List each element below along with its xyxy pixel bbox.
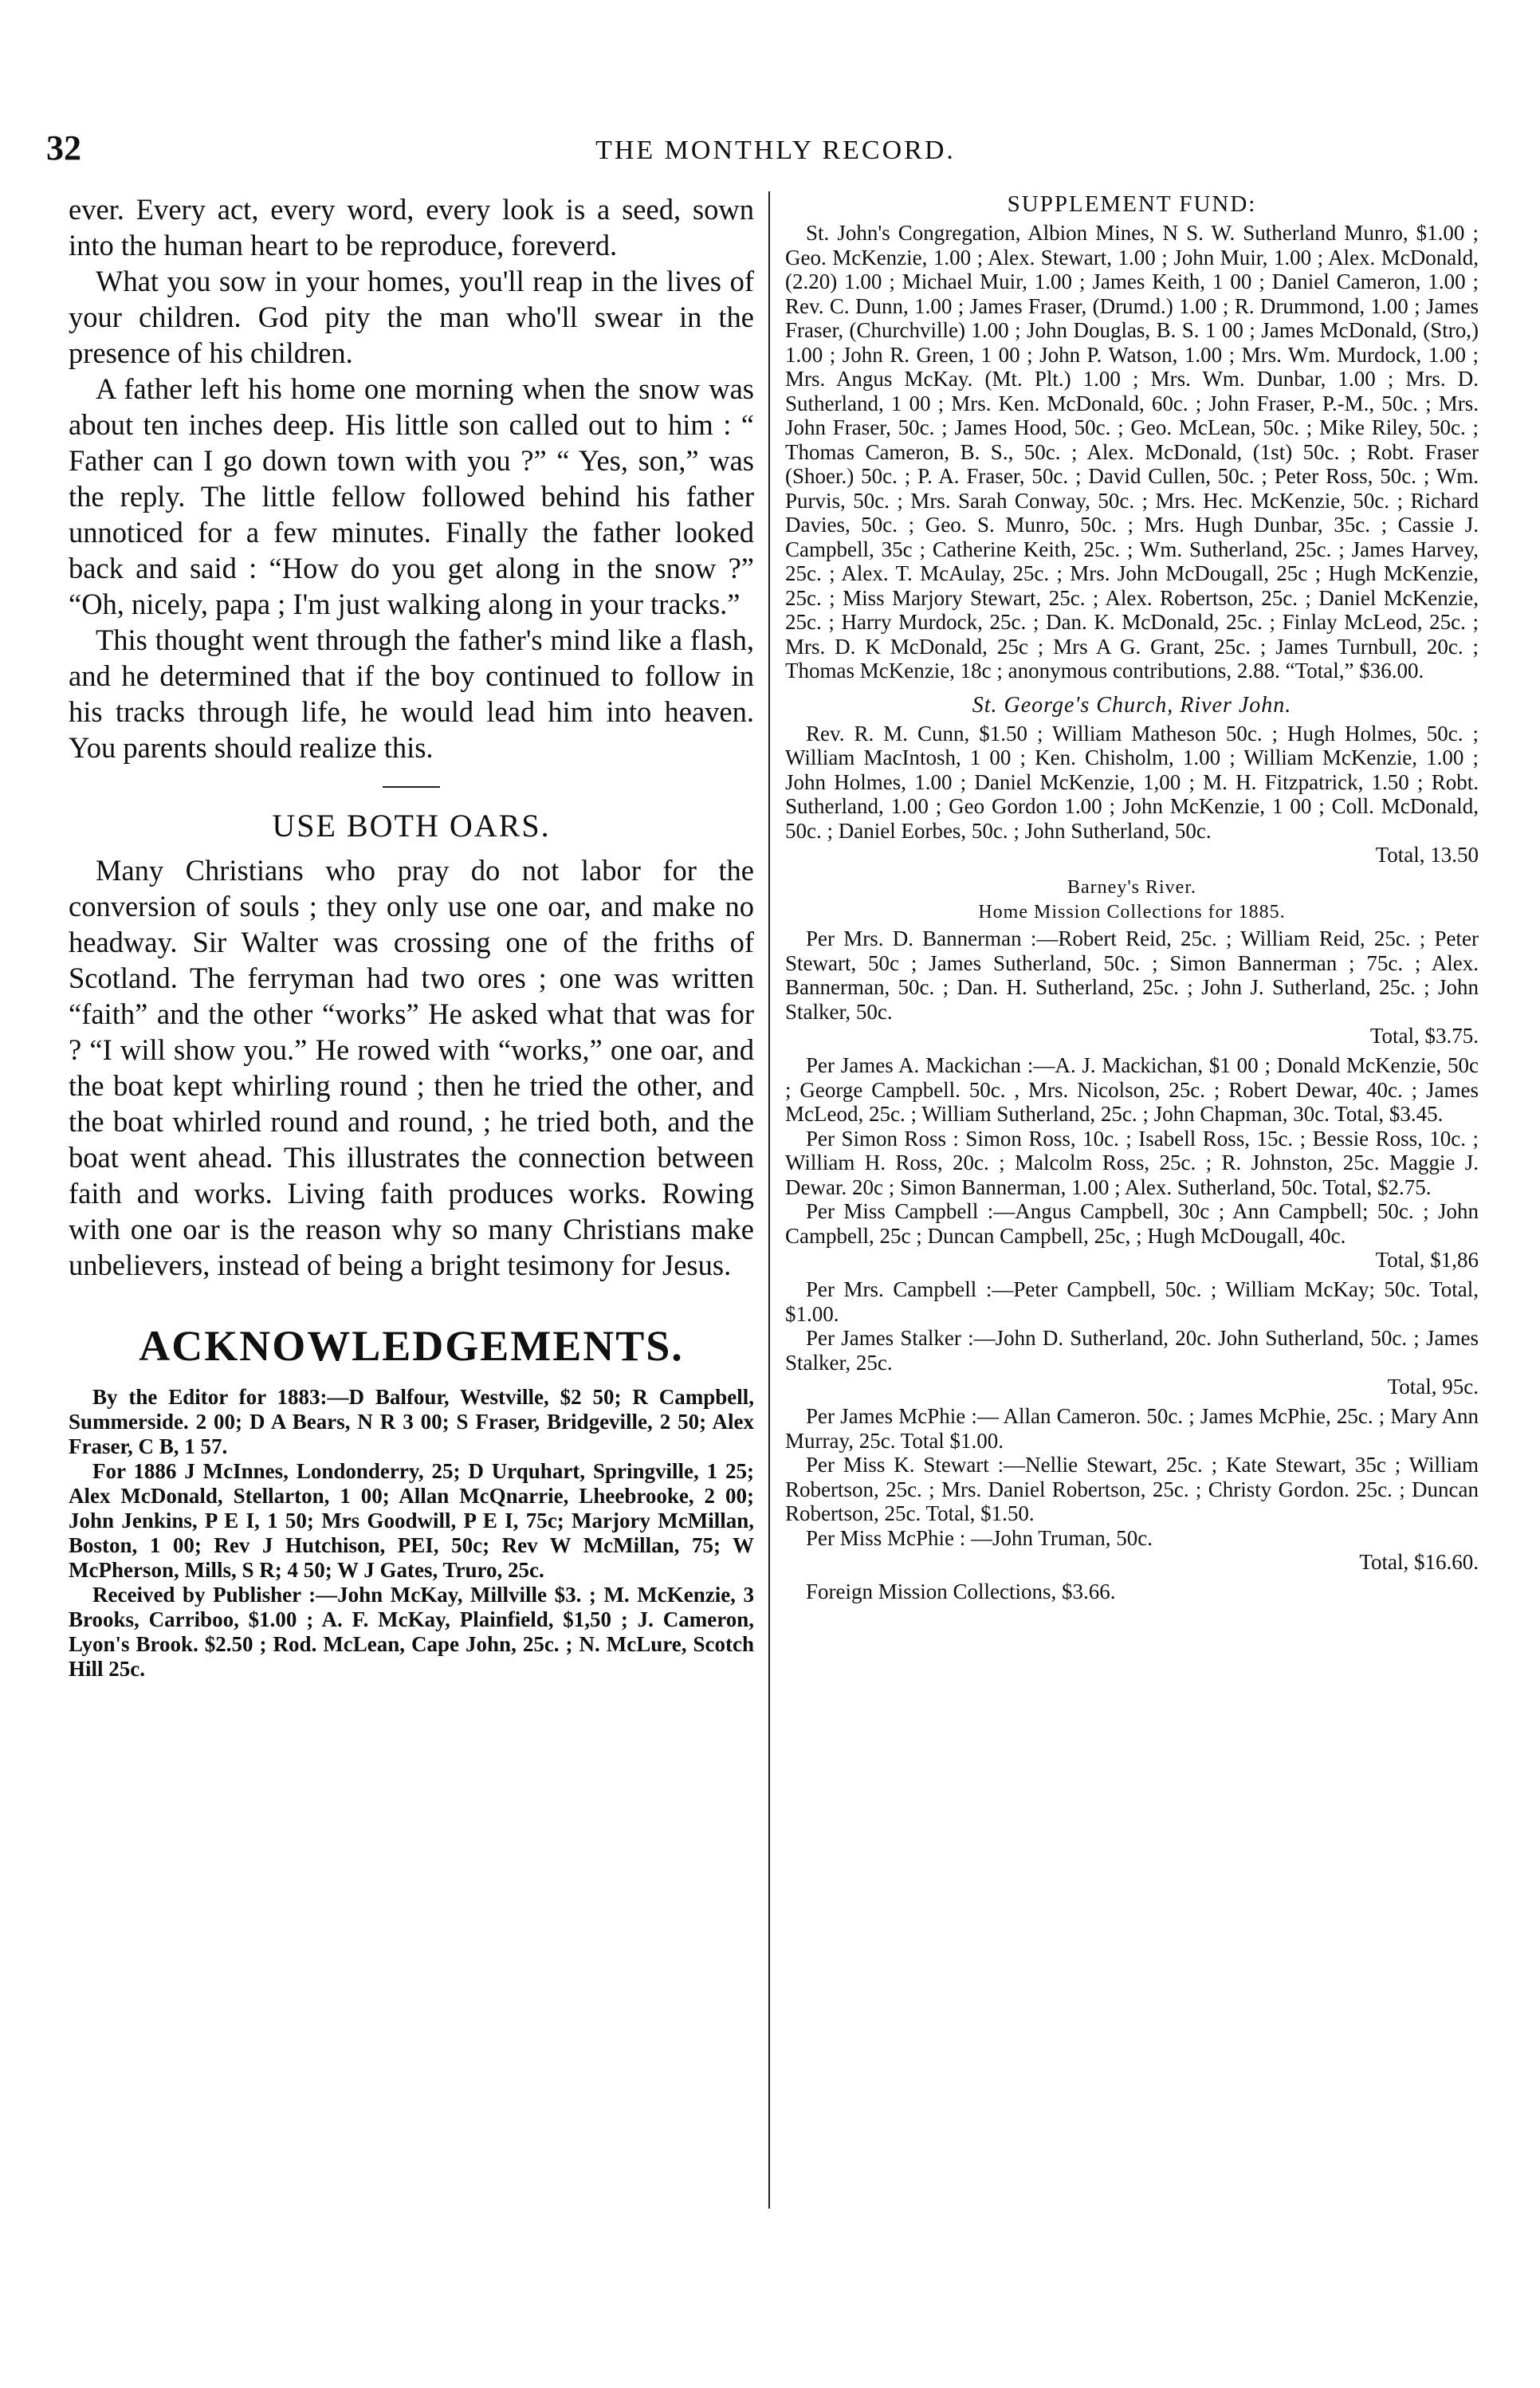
right-column bbox=[785, 191, 1479, 1604]
acknowledgement-entry: For 1886 J McInnes, Londonderry, 25; D Urquhart, Springville, 1 25; Alex McDonald, Stellarton, 1 00; Allan McQnarrie, Lheebrooke, 2 00; John Jenkins, P E I, 1 50; Mrs Goodwill, P E I, 75c; Marjory McMillan, Boston, 1 00; Rev J Hutchison, PEI, 50c; Rev W McMillan, 75; W McPherson, Mills, S R; 4 50; W J Gates, Truro, 25c. bbox=[69, 1459, 754, 1582]
paragraph: What you sow in your homes, you'll reap in the lives of your children. God pity the man who'll swear in the presence of his children. bbox=[69, 265, 754, 369]
page-header bbox=[46, 128, 1505, 175]
total-line: Total, $3.75. bbox=[1369, 1024, 1479, 1048]
paragraph: This thought went through the father's mind like a flash, and he determined that if the boy continued to follow in his tracks through life, he would lead him into heaven. You parents should realize this. bbox=[69, 624, 754, 764]
contribution-entry: Per Miss Campbell :—Angus Campbell, 30c ; Ann Campbell; 50c. ; John Campbell, 25c ; Duncan Campbell, 25c, ; Hugh McDougall, 40c. bbox=[785, 1199, 1479, 1248]
column-divider bbox=[768, 191, 770, 2209]
section-title: SUPPLEMENT FUND: bbox=[1007, 191, 1257, 217]
acknowledgement-entry: By the Editor for 1883:—D Balfour, Westville, $2 50; R Campbell, Summerside. 2 00; D A Bears, N R 3 00; S Fraser, Bridgeville, 2 50; Alex Fraser, C B, 1 57. bbox=[69, 1385, 754, 1458]
total-line: Total, 95c. bbox=[1387, 1375, 1479, 1399]
foreign-mission-line: Foreign Mission Collections, $3.66. bbox=[806, 1580, 1116, 1603]
contribution-list: St. John's Congregation, Albion Mines, N S. W. Sutherland Munro, $1.00 ; Geo. McKenzie, 1.00 ; Alex. Stewart, 1.00 ; John Muir, 1.00 ; Alex. McDonald, (2.20) 1.00 ; Michael Muir, 1.00 ; James Keith, 1 00 ; Daniel Cameron, 1.00 ; Rev. C. Dunn, 1.00 ; James Fraser, (Drumd.) 1.00 ; R. Drummond, 1.00 ; James Fraser, (Churchville) 1.00 ; John Douglas, B. S. 1 00 ; James McDonald, (Stro,) 1.00 ; John R. Green, 1 00 ; John P. Watson, 1.00 ; Mrs. Wm. Murdock, 1.00 ; Mrs. Angus McKay. (Mt. Plt.) 1.00 ; Mrs. Wm. Dunbar, 1.00 ; Mrs. D. Sutherland, 1 00 ; Mrs. Ken. McDonald, 60c. ; John Fraser, P.-M., 50c. ; Mrs. John Fraser, 50c. ; James Hood, 50c. ; Geo. McLean, 50c. ; Mike Riley, 50c. ; Thomas Cameron, B. S., 50c. ; Alex. McDonald, (1st) 50c. ; Robt. Fraser (Shoer.) 50c. ; P. A. Fraser, 50c. ; David Cullen, 50c. ; Peter Ross, 50c. ; Wm. Purvis, 50c. ; Mrs. Sarah Conway, 50c. ; Mrs. Hec. McKenzie, 50c. ; Richard Davies, 50c. ; Geo. S. Munro, 50c. ; Mrs. Hugh Dunbar, 35c. ; Cassie J. Campbell, 35c ; Catherine Keith, 25c. ; Wm. Sutherland, 25c. ; James Harvey, 25c. ; Alex. T. McAulay, 25c. ; Mrs. John McDougall, 25c ; Hugh McKenzie, 25c. ; Miss Marjory Stewart, 25c. ; Alex. Robertson, 25c. ; Daniel McKenzie, 25c. ; Harry Murdock, 25c. ; Dan. K. McDonald, 25c. ; Finlay McLeod, 25c. ; Mrs. D. K McDonald, 25c ; Mrs A G. Grant, 25c. ; James Turnbull, 20c. ; Thomas McKenzie, 18c ; anonymous contributions, 2.88. “Total,” $36.00. bbox=[785, 221, 1479, 683]
contribution-entry: Per James McPhie :— Allan Cameron. 50c. ; James McPhie, 25c. ; Mary Ann Murray, 25c. Total $1.00. bbox=[785, 1404, 1479, 1453]
section-divider bbox=[383, 786, 440, 788]
paragraph: Many Christians who pray do not labor for the conversion of souls ; they only use one oar, and make no headway. Sir Walter was crossing one of the friths of Scotland. The ferryman had two ores ; one was written “faith” and the other “works” He asked what that was for ? “I will show you.” He rowed with “works,” one oar, and the boat kept whirling round ; then he tried the other, and the boat whirled round and round, ; he tried both, and the boat went ahead. This illustrates the connection between faith and works. Living faith produces works. Rowing with one oar is the reason why so many Christians make unbelievers, instead of being a bright tesimony for Jesus. bbox=[69, 854, 754, 1281]
contribution-entry: Per Mrs. Campbell :—Peter Campbell, 50c. ; William McKay; 50c. Total, $1.00. bbox=[785, 1277, 1479, 1326]
section-title: St. George's Church, River John. bbox=[972, 692, 1292, 718]
article-heading: USE BOTH OARS. bbox=[272, 808, 551, 844]
section-title: Barney's River. bbox=[1067, 877, 1196, 898]
page-number: 32 bbox=[46, 128, 81, 167]
contribution-entry: Per Miss K. Stewart :—Nellie Stewart, 25c. ; Kate Stewart, 35c ; William Robertson, 25c. ; Mrs. Daniel Robertson, 25c. ; Christy Gordon. 25c. ; Duncan Robertson, 25c. Total, $1.50. bbox=[785, 1453, 1479, 1525]
total-line: Total, $1,86 bbox=[1375, 1248, 1479, 1272]
acknowledgements-heading: ACKNOWLEDGEMENTS. bbox=[139, 1322, 684, 1370]
paragraph: ever. Every act, every word, every look is a seed, sown into the human heart to be reproduce, foreverd. bbox=[69, 193, 754, 262]
contribution-list: Rev. R. M. Cunn, $1.50 ; William Matheson 50c. ; Hugh Holmes, 50c. ; William MacIntosh, 1 00 ; Ken. Chisholm, 1.00 ; William McKenzie, 1.00 ; John Holmes, 1.00 ; Daniel McKenzie, 1,00 ; M. H. Fitzpatrick, 1.50 ; Robt. Sutherland, 1.00 ; Geo Gordon 1.00 ; John McKenzie, 1 00 ; Coll. McDonald, 50c. ; Daniel Eorbes, 50c. ; John Sutherland, 50c. bbox=[785, 721, 1479, 843]
paragraph: A father left his home one morning when the snow was about ten inches deep. His little son called out to him : “ Father can I go down town with you ?” “ Yes, son,” was the reply. The little fellow followed behind his father unnoticed for a few minutes. Finally the father looked back and said : “How do you get along in the snow ?” “Oh, nicely, papa ; I'm just walking along in your tracks.” bbox=[69, 372, 754, 620]
contribution-entry: Per James A. Mackichan :—A. J. Mackichan, $1 00 ; Donald McKenzie, 50c ; George Campbell. 50c. , Mrs. Nicolson, 25c. ; Robert Dewar, 40c. ; James McLeod, 25c. ; William Sutherland, 25c. ; John Chapman, 30c. Total, $3.45. bbox=[785, 1053, 1479, 1126]
left-column bbox=[69, 191, 754, 1682]
acknowledgement-entry: Received by Publisher :—John McKay, Millville $3. ; M. McKenzie, 3 Brooks, Carriboo, $1.00 ; A. F. McKay, Plainfield, $1,50 ; J. Cameron, Lyon's Brook. $2.50 ; Rod. McLean, Cape John, 25c. ; N. McLure, Scotch Hill 25c. bbox=[69, 1583, 754, 1681]
section-subtitle: Home Mission Collections for 1885. bbox=[978, 902, 1286, 923]
contribution-entry: Per Simon Ross : Simon Ross, 10c. ; Isabell Ross, 15c. ; Bessie Ross, 10c. ; William H. Ross, 20c. ; Malcolm Ross, 25c. ; R. Johnston, 25c. Maggie J. Dewar. 20c ; Simon Bannerman, 1.00 ; Alex. Sutherland, 50c. Total, $2.75. bbox=[785, 1126, 1479, 1199]
contribution-entry: Per James Stalker :—John D. Sutherland, 20c. John Sutherland, 50c. ; James Stalker, 25c. bbox=[785, 1326, 1479, 1375]
contribution-entry: Per Miss McPhie : —John Truman, 50c. bbox=[806, 1525, 1153, 1550]
running-title: THE MONTHLY RECORD. bbox=[595, 136, 956, 165]
total-line: Total, 13.50 bbox=[1375, 843, 1479, 867]
contribution-entry: Per Mrs. D. Bannerman :—Robert Reid, 25c. ; William Reid, 25c. ; Peter Stewart, 50c ; James Sutherland, 50c. ; Simon Bannerman ; 75c. ; Alex. Bannerman, 50c. ; Dan. H. Sutherland, 25c. ; John J. Sutherland, 25c. ; John Stalker, 50c. bbox=[785, 926, 1479, 1024]
total-line: Total, $16.60. bbox=[1359, 1550, 1479, 1574]
